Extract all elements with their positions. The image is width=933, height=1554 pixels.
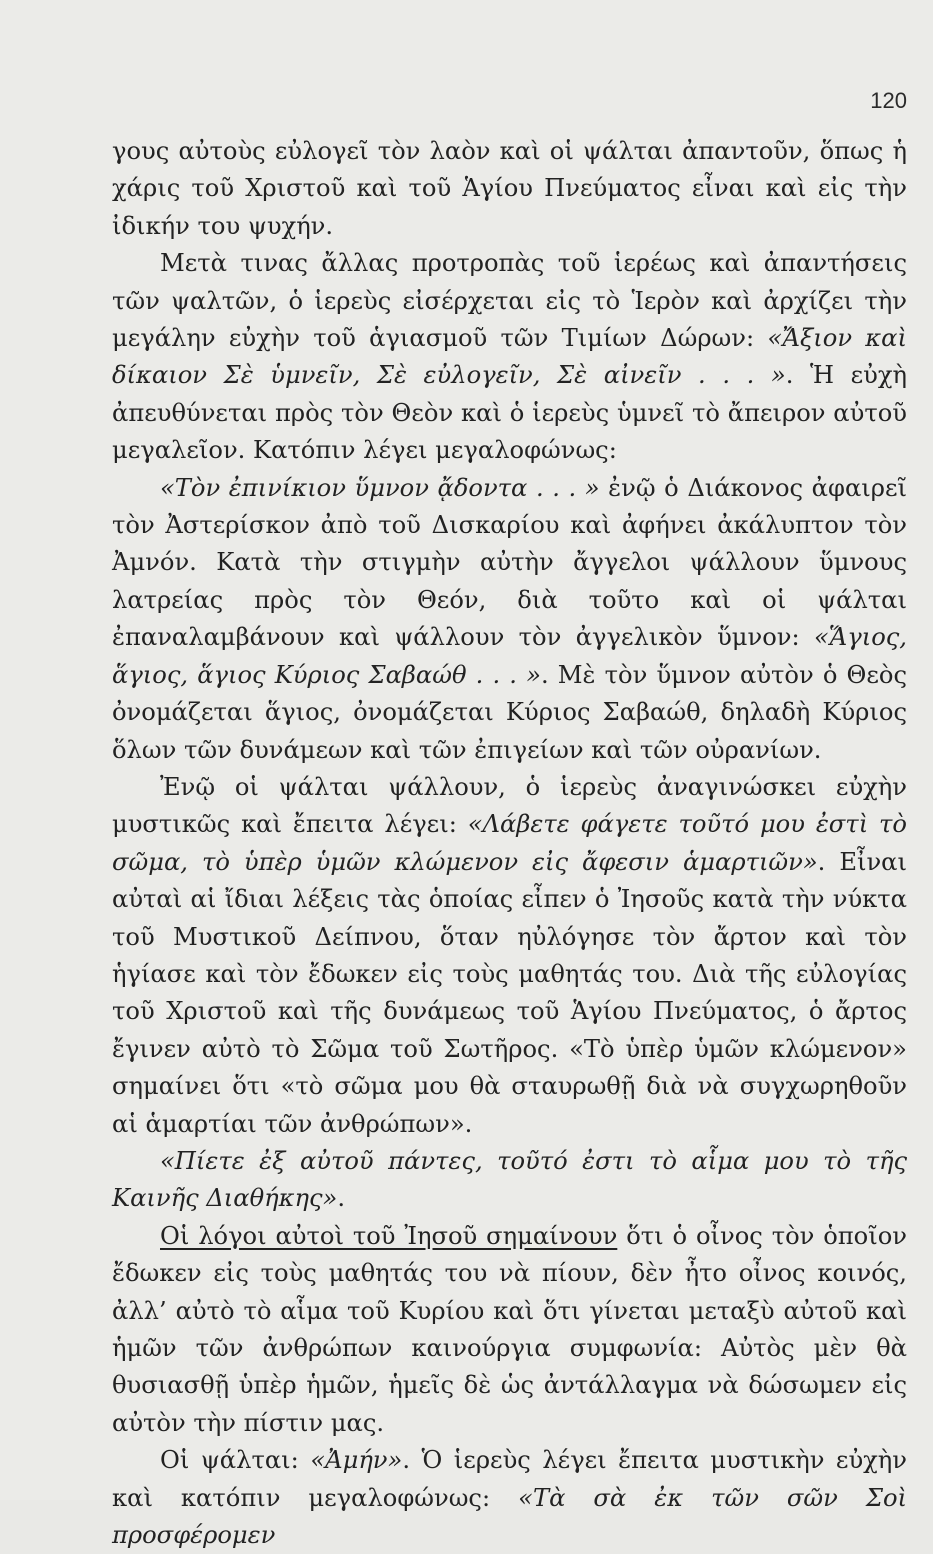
- paragraph-text: . Ἡ εὐχὴ ἀπευθύνεται πρὸς τὸν Θεὸν καὶ ὁ ἱερεὺς ὑμνεῖ τὸ ἄπειρον αὐτοῦ μεγαλεῖον. Κατόπιν λέγει μεγαλοφώνως:: [112, 361, 907, 465]
- paragraph-text: .: [337, 1184, 346, 1213]
- quoted-text: «Ἀμήν»: [310, 1446, 403, 1475]
- paragraph-text: Ἐνῷ οἱ ψάλται ψάλλουν, ὁ ἱερεὺς ἀναγινώσκει εὐχὴν μυστικῶς καὶ ἔπειτα λέγει:: [112, 772, 907, 839]
- quoted-text: «Τὰ σὰ ἐκ τῶν σῶν Σοὶ προσφέρομεν: [112, 1483, 907, 1550]
- quoted-text: «Λάβετε φάγετε τοῦτό μου ἐστὶ τὸ σῶμα, τὸ ὑπὲρ ὑμῶν κλώμενον εἰς ἄφεσιν ἁμαρτιῶν»: [112, 810, 907, 876]
- paragraph-text: Οἱ λόγοι αὐτοὶ τοῦ Ἰησοῦ σημαίνουν: [160, 1221, 618, 1250]
- paragraph-text: Μετὰ τινας ἄλλας προτροπὰς τοῦ ἱερέως καὶ ἀπαντήσεις τῶν ψαλτῶν, ὁ ἱερεὺς εἰσέρχεται εἰς τὸ Ἱερὸν καὶ ἀρχίζει τὴν μεγάλην εὐχὴν τοῦ ἁγιασμοῦ τῶν Τιμίων Δώρων:: [112, 249, 907, 353]
- paragraph: [112, 1442, 907, 1554]
- paragraph: [112, 1143, 907, 1218]
- paragraph-text: Οἱ ψάλται:: [160, 1446, 311, 1475]
- quoted-text: «Ἅγιος, ἅγιος, ἅγιος Κύριος Σαβαώθ . . . »: [112, 623, 907, 689]
- paragraph-text: . Εἶναι αὐταὶ αἱ ἴδιαι λέξεις τὰς ὁποίας εἶπεν ὁ Ἰησοῦς κατὰ τὴν νύκτα τοῦ Μυστικοῦ Δείπνου, ὅταν ηὐλόγησε τὸν ἄρτον καὶ τὸν ἡγίασε καὶ τὸν ἔδωκεν εἰς τοὺς μαθητάς του. Διὰ τῆς εὐλογίας τοῦ Χριστοῦ καὶ τῆς δυνάμεως τοῦ Ἁγίου Πνεύματος, ὁ ἄρτος ἔγινεν αὐτὸ τὸ Σῶμα τοῦ Σωτῆρος. «Τὸ ὑπὲρ ὑμῶν κλώμενον» σημαίνει ὅτι «τὸ σῶμα μου θὰ σταυρωθῇ διὰ νὰ συγχωρηθοῦν αἱ ἁμαρτίαι τῶν ἀνθρώπων».: [112, 847, 908, 1138]
- paragraph-text: ὅτι ὁ οἶνος τὸν ὁποῖον ἔδωκεν εἰς τοὺς μαθητάς του νὰ πίουν, δὲν ἦτο οἶνος κοινός, ἀλλ’ αὐτὸ τὸ αἷμα τοῦ Κυρίου καὶ ὅτι γίνεται μεταξὺ αὐτοῦ καὶ ἡμῶν τῶν ἀνθρώπων καινούργια συμφωνία: Αὐτὸς μὲν θὰ θυσιασθῇ ὑπὲρ ἡμῶν, ἡμεῖς δὲ ὡς ἀντάλλαγμα νὰ δώσωμεν εἰς αὐτὸν τὴν πίστιν μας.: [112, 1221, 907, 1437]
- paragraph: [112, 769, 907, 1143]
- paragraph-text: . Ὁ ἱερεὺς λέγει ἔπειτα μυστικὴν εὐχὴν καὶ κατόπιν μεγαλοφώνως:: [112, 1446, 908, 1512]
- quoted-text: «Πίετε ἐξ αὐτοῦ πάντες, τοῦτό ἐστι τὸ αἷμα μου τὸ τῆς Καινῆς Διαθήκης»: [112, 1146, 907, 1213]
- paragraph-text: γους αὐτοὺς εὐλογεῖ τὸν λαὸν καὶ οἱ ψάλται ἀπαντοῦν, ὅπως ἡ χάρις τοῦ Χριστοῦ καὶ τοῦ Ἁγίου Πνεύματος εἶναι καὶ εἰς τὴν ἰδικήν του ψυχήν.: [112, 137, 907, 240]
- paragraph: [112, 245, 907, 469]
- page-number: 120: [870, 88, 907, 113]
- paragraph-text: ἐνῷ ὁ Διάκονος ἀφαιρεῖ τὸν Ἀστερίσκον ἀπὸ τοῦ Δισκαρίου καὶ ἀφήνει ἀκάλυπτον τὸν Ἀμνόν. Κατὰ τὴν στιγμὴν αὐτὴν ἄγγελοι ψάλλουν ὕμνους λατρείας πρὸς τὸν Θεόν, διὰ τοῦτο καὶ οἱ ψάλται ἐπαναλαμβάνουν καὶ ψάλλουν τὸν ἀγγελικὸν ὕμνον:: [112, 473, 907, 652]
- paragraph: [112, 1218, 907, 1442]
- paragraph: [112, 133, 907, 245]
- quoted-text: «Ἄξιον καὶ δίκαιον Σὲ ὑμνεῖν, Σὲ εὐλογεῖν, Σὲ αἰνεῖν . . . »: [112, 324, 907, 390]
- body-text: [112, 133, 907, 1554]
- quoted-text: «Τὸν ἐπινίκιον ὕμνον ᾄδοντα . . . »: [160, 473, 600, 502]
- paragraph-text: . Μὲ τὸν ὕμνον αὐτὸν ὁ Θεὸς ὀνομάζεται ἅγιος, ὀνομάζεται Κύριος Σαβαώθ, δηλαδὴ Κύριος ὅλων τῶν δυνάμεων καὶ τῶν ἐπιγείων καὶ τῶν οὐρανίων.: [112, 660, 907, 764]
- paragraph: [112, 470, 907, 769]
